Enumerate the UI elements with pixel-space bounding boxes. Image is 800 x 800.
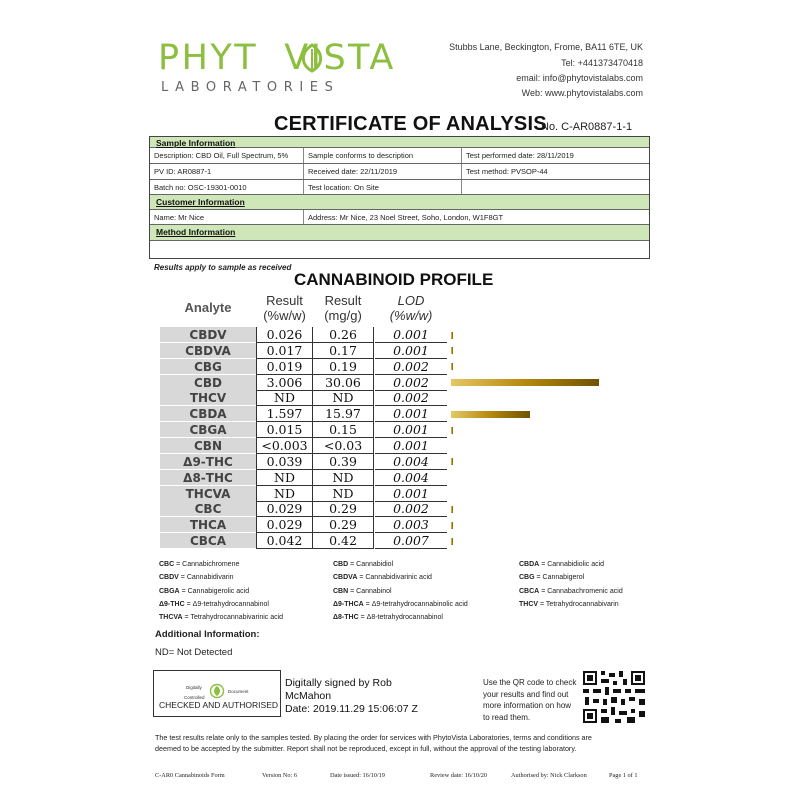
analyte-cell: CBDA [160, 406, 256, 422]
customer-address: Address: Mr Nice, 23 Noel Street, Soho, London, W1F8GT [308, 213, 504, 222]
signature-date: Date: 2019.11.29 15:06:07 Z [285, 703, 418, 715]
result-mg-cell: 0.29 [313, 517, 373, 533]
disclaimer-line2: deemed to be accepted by the submitter. Report shall not be reproduced, except in full, without the approval of the testing laboratory. [155, 744, 577, 753]
result-mg-cell: ND [313, 486, 373, 502]
table-row [160, 470, 447, 486]
legend-name: = Tetrahydrocannabivarin [540, 600, 619, 608]
lab-address: Stubbs Lane, Beckington, Frome, BA11 6TE, UK [449, 42, 643, 52]
lod-cell: 0.001 [375, 406, 447, 422]
table-row [160, 438, 447, 454]
analyte-cell: THCA [160, 517, 256, 533]
column-header-lod-line2: (%w/w) [389, 308, 433, 323]
pv-id: PV ID: AR0887-1 [150, 164, 304, 179]
result-bar [451, 538, 453, 545]
column-header-pct-line2: (%w/w) [263, 308, 306, 323]
analyte-cell: CBDV [160, 327, 256, 343]
legend-item [333, 614, 443, 621]
table-row [160, 375, 447, 391]
table-row [160, 422, 447, 438]
stamp-controlled: Controlled [184, 695, 205, 700]
lod-cell: 0.002 [375, 359, 447, 375]
legend-abbr: THCV [519, 600, 539, 608]
legend-name: = Cannabidivarin [180, 574, 234, 582]
legend-name: = Cannabigerol [536, 574, 585, 582]
legend-abbr: Δ9-THC [159, 600, 185, 608]
additional-info-title: Additional Information: [155, 629, 260, 640]
column-header-mg [313, 293, 373, 323]
result-pct-cell: 1.597 [257, 406, 312, 422]
result-pct-cell: <0.003 [257, 438, 312, 454]
lod-cell: 0.001 [375, 327, 447, 343]
table-divider [373, 327, 374, 549]
lod-cell: 0.001 [375, 438, 447, 454]
table-row [160, 390, 447, 406]
lod-cell: 0.003 [375, 517, 447, 533]
test-method: Test method: PVSOP-44 [466, 167, 548, 176]
qr-text-line1: Use the QR code to check [483, 678, 577, 687]
legend-item [333, 601, 468, 608]
legend-abbr: CBCA [519, 587, 540, 595]
result-mg-cell: 0.42 [313, 533, 373, 549]
lod-cell: 0.002 [375, 501, 447, 517]
table-row [160, 359, 447, 375]
analyte-cell: CBDVA [160, 343, 256, 359]
analyte-cell: CBN [160, 438, 256, 454]
legend-item [519, 574, 584, 581]
legend-item [519, 601, 619, 608]
result-pct-cell: ND [257, 486, 312, 502]
logo-subtitle: LABORATORIES [161, 80, 340, 95]
result-pct-cell: 3.006 [257, 375, 312, 391]
table-row [160, 343, 447, 359]
result-mg-cell: 0.26 [313, 327, 373, 343]
results-note: Results apply to sample as received [154, 263, 292, 272]
result-mg-cell: 0.15 [313, 422, 373, 438]
checked-authorised-label: CHECKED AND AUTHORISED [159, 700, 279, 710]
customer-info-heading: Customer Information [156, 197, 245, 207]
column-header-pct [257, 293, 312, 323]
legend-abbr: CBGA [159, 587, 180, 595]
column-header-mg-line2: (mg/g) [324, 308, 362, 323]
analyte-cell: CBD [160, 375, 256, 391]
empty-cell [462, 180, 649, 194]
result-pct-cell: 0.029 [257, 517, 312, 533]
table-row [160, 517, 447, 533]
legend-name: = Δ9-tetrahydrocannabinol [186, 600, 269, 608]
column-header-analyte: Analyte [184, 300, 232, 315]
customer-info-row [150, 210, 649, 225]
result-pct-cell: ND [257, 470, 312, 486]
sample-info-header [150, 137, 649, 148]
qr-instructions [483, 677, 576, 723]
result-bar [451, 332, 453, 339]
lod-cell: 0.002 [375, 375, 447, 391]
legend-abbr: CBD [333, 561, 349, 568]
result-pct-cell: 0.026 [257, 327, 312, 343]
legend-name: = Cannabidiol [350, 561, 394, 568]
legend-item [159, 574, 234, 581]
column-header-pct-line1: Result [266, 293, 303, 308]
result-bar [451, 506, 453, 513]
signature-line1: Digitally signed by Rob [285, 677, 392, 689]
sample-info-row-1 [150, 148, 649, 164]
result-mg-cell: 0.39 [313, 454, 373, 470]
legend-name: = Δ8-tetrahydrocannabinol [360, 614, 443, 622]
lod-cell: 0.001 [375, 422, 447, 438]
logo-wordmark [158, 38, 396, 78]
result-bar [451, 347, 453, 354]
result-bar [451, 427, 453, 434]
leaf-o-icon [298, 41, 326, 75]
table-divider [256, 327, 257, 549]
result-mg-cell: 15.97 [313, 406, 373, 422]
logo-text-end: VISTA [284, 38, 396, 78]
sample-info-row-3 [150, 180, 649, 195]
result-pct-cell: ND [257, 390, 312, 406]
analyte-cell: THCVA [160, 486, 256, 502]
authorisation-stamp [153, 670, 281, 717]
test-performed-date: Test performed date: 28/11/2019 [466, 151, 574, 160]
result-bar [451, 522, 453, 529]
result-mg-cell: 0.17 [313, 343, 373, 359]
footer-form: C-AR0 Cannabinoids Form [155, 772, 225, 779]
footer-issued: Date issued: 16/10/19 [330, 772, 385, 779]
logo-text-start: PHYT [158, 38, 259, 78]
result-pct-cell: 0.029 [257, 501, 312, 517]
legend-name: = Cannabidiolic acid [541, 561, 605, 568]
qr-text-line3: more information on how [483, 701, 572, 710]
lod-cell: 0.004 [375, 470, 447, 486]
table-divider [312, 327, 313, 549]
legend-item [519, 561, 604, 568]
legend-abbr: CBN [333, 587, 349, 595]
result-mg-cell: ND [313, 470, 373, 486]
sample-conforms: Sample conforms to description [304, 148, 462, 163]
result-pct-cell: 0.019 [257, 359, 312, 375]
method-info-heading: Method Information [156, 227, 236, 237]
column-header-lod [375, 293, 447, 323]
lab-website[interactable]: Web: www.phytovistalabs.com [521, 88, 643, 98]
lod-cell: 0.001 [375, 343, 447, 359]
legend-item [333, 588, 392, 595]
result-mg-cell: ND [313, 390, 373, 406]
footer-authorised: Authorised by: Nick Clarkson [511, 772, 587, 779]
legend-name: = Cannabidivarinic acid [359, 574, 432, 582]
qr-code-icon[interactable] [583, 671, 645, 723]
table-row [160, 454, 447, 470]
method-info-row [150, 241, 649, 258]
legend-abbr: Δ8-THC [333, 614, 359, 622]
result-bar [451, 458, 453, 465]
legend-abbr: CBDVA [333, 574, 358, 582]
table-row [160, 406, 447, 422]
legend-name: = Cannabinol [350, 587, 392, 595]
legend-name: = Cannabichromene [176, 561, 240, 568]
analyte-cell: CBCA [160, 533, 256, 549]
legend-abbr: Δ9-THCA [333, 600, 364, 608]
legend-name: = Tetrahydrocannabivarinic acid [184, 614, 284, 622]
footer-version: Version No: 6 [262, 772, 297, 779]
result-pct-cell: 0.042 [257, 533, 312, 549]
legend-item [159, 588, 249, 595]
result-mg-cell: 0.29 [313, 501, 373, 517]
analyte-cell: Δ8-THC [160, 470, 256, 486]
result-bar [451, 411, 530, 418]
certificate-number: No. C-AR0887-1-1 [541, 121, 633, 133]
analyte-cell: CBG [160, 359, 256, 375]
table-row [160, 501, 447, 517]
legend-item [159, 561, 239, 568]
customer-name: Name: Mr Nice [150, 210, 304, 224]
table-row [160, 327, 447, 343]
qr-text-line4: to read them. [483, 712, 531, 722]
footer-review: Review date: 16/10/20 [430, 772, 488, 779]
disclaimer-line1: The test results relate only to the samples tested. By placing the order for services with PhytoVista Laboratories, terms and conditions are [155, 733, 592, 742]
phytovista-logo [158, 38, 396, 98]
table-row [160, 533, 447, 549]
result-pct-cell: 0.017 [257, 343, 312, 359]
legend-name: = Cannabachromenic acid [541, 587, 623, 595]
nd-note: ND= Not Detected [155, 647, 233, 658]
legend-abbr: CBDA [519, 561, 540, 568]
table-row [160, 486, 447, 502]
lod-cell: 0.007 [375, 533, 447, 549]
result-bar [451, 363, 453, 370]
lod-cell: 0.001 [375, 486, 447, 502]
digital-signature [285, 677, 418, 716]
lab-email[interactable]: email: info@phytovistalabs.com [516, 73, 643, 83]
legend-item [519, 588, 623, 595]
method-info-header [150, 225, 649, 241]
sample-info-heading: Sample Information [156, 138, 236, 148]
sample-description: Description: CBD Oil, Full Spectrum, 5% [150, 148, 304, 163]
signature-line2: McMahon [285, 690, 332, 702]
customer-info-header [150, 195, 649, 210]
profile-title: CANNABINOID PROFILE [294, 270, 494, 289]
stamp-digitally: Digitally [186, 685, 202, 690]
lod-cell: 0.002 [375, 390, 447, 406]
legend-abbr: CBC [159, 561, 175, 568]
stamp-leaf-icon [209, 683, 225, 699]
lab-phone: Tel: +441373470418 [561, 58, 643, 68]
analyte-cell: CBC [160, 501, 256, 517]
legend-item [159, 601, 269, 608]
disclaimer [155, 732, 655, 754]
certificate-title: CERTIFICATE OF ANALYSIS [274, 113, 547, 135]
result-mg-cell: 0.19 [313, 359, 373, 375]
legend-item [159, 614, 283, 621]
legend-name: = Cannabigerolic acid [181, 587, 250, 595]
received-date: Received date: 22/11/2019 [304, 164, 462, 179]
result-pct-cell: 0.015 [257, 422, 312, 438]
test-location: Test location: On Site [304, 180, 462, 194]
analyte-cell: CBGA [160, 422, 256, 438]
legend-name: = Δ9-tetrahydrocannabinolic acid [365, 600, 468, 608]
batch-number: Batch no: OSC-19301-0010 [150, 180, 304, 194]
analyte-cell: Δ9-THC [160, 454, 256, 470]
footer-page: Page 1 of 1 [609, 772, 638, 779]
qr-text-line2: your results and find out [483, 689, 569, 699]
legend-item [333, 574, 432, 581]
result-pct-cell: 0.039 [257, 454, 312, 470]
legend-abbr: CBDV [159, 574, 179, 582]
lod-cell: 0.004 [375, 454, 447, 470]
column-header-mg-line1: Result [324, 293, 362, 308]
result-mg-cell: <0.03 [313, 438, 373, 454]
column-header-lod-line1: LOD [397, 293, 425, 308]
legend-abbr: THCVA [159, 614, 183, 622]
sample-info-table [149, 136, 650, 259]
legend-abbr: CBG [519, 574, 535, 582]
legend-item [333, 561, 393, 568]
stamp-document: Document [228, 689, 249, 694]
analyte-cell: THCV [160, 390, 256, 406]
result-bar [451, 379, 599, 386]
result-mg-cell: 30.06 [313, 375, 373, 391]
sample-info-row-2 [150, 164, 649, 180]
